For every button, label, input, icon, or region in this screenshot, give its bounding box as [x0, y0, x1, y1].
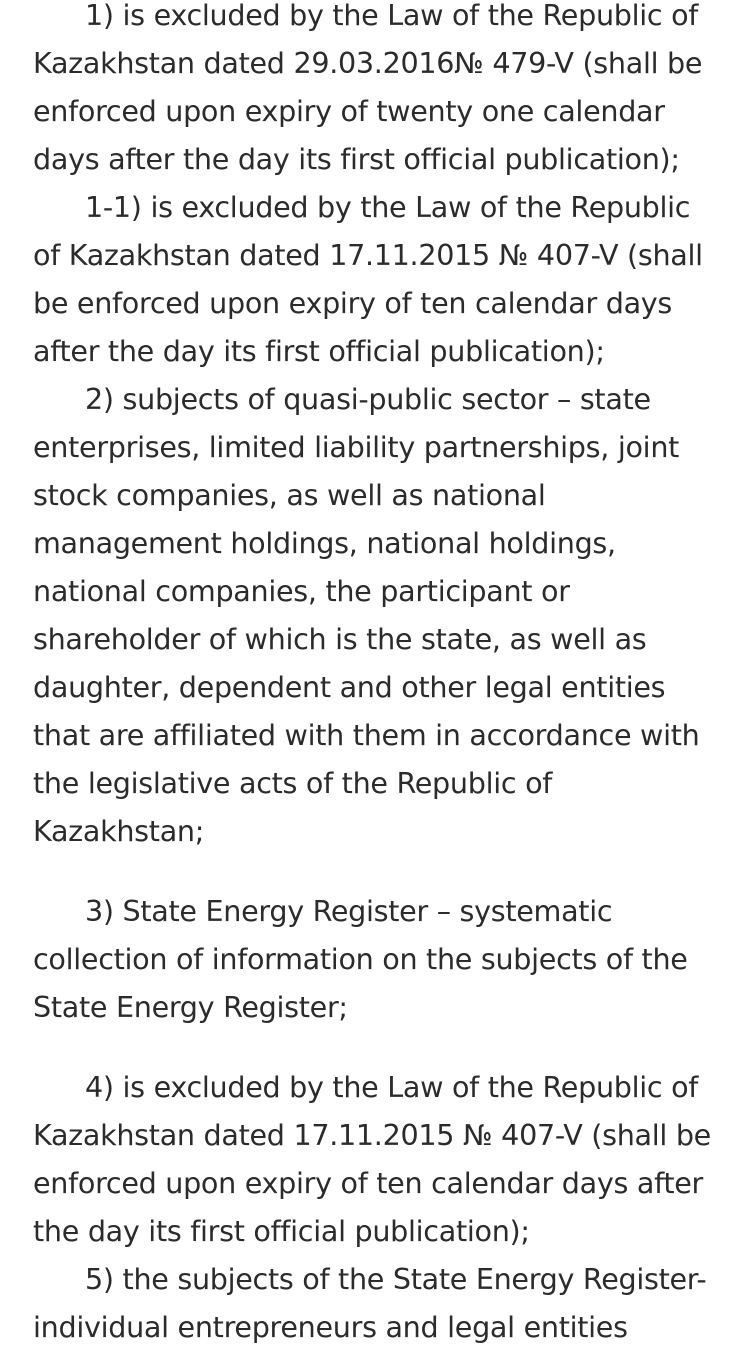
- paragraph-3: 3) State Energy Register – systematic collection of information on the subjects of the State Energy Register;: [33, 894, 688, 1024]
- paragraph-4: 4) is excluded by the Law of the Republic of Kazakhstan dated 17.11.2015 № 407-V (shall be enforced upon expiry of ten calendar days after the day its first official publication);: [33, 1070, 711, 1248]
- paragraph-2: 2) subjects of quasi-public sector – state enterprises, limited liability partnerships, joint stock companies, as well as national management holdings, national holdings, national companies, the participant or shareholder of which is the state, as well as daughter, dependent and other legal entities that are affiliated with them in accordance with the legislative acts of the Republic of Kazakhstan;: [33, 382, 700, 848]
- paragraph-5: 5) the subjects of the State Energy Register-individual entrepreneurs and legal entities: [33, 1262, 707, 1344]
- paragraph-1-1: 1-1) is excluded by the Law of the Republic of Kazakhstan dated 17.11.2015 № 407-V (shall be enforced upon expiry of ten calendar days after the day its first official publication);: [33, 190, 703, 368]
- paragraph-1: 1) is excluded by the Law of the Republic of Kazakhstan dated 29.03.2016№ 479-V (shall be enforced upon expiry of twenty one calendar days after the day its first official publication);: [33, 0, 703, 176]
- document-body: [33, 0, 713, 1351]
